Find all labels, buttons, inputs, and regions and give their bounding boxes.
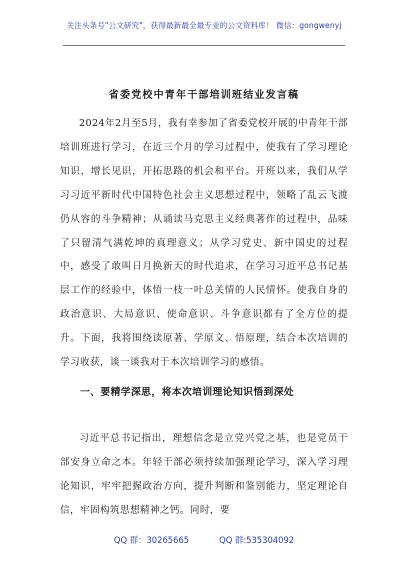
footer-qq-group-2: QQ 群:535304092 [219,535,295,545]
footer-qq-group-1: QQ 群：30265665 [113,535,190,545]
section-heading: 一、要精学深思，将本次培训理论知识悟到深处 [80,387,295,398]
body-paragraph [60,427,348,523]
header-banner: 关注头条号"公文研究"，获得最新最全最专业的公文资料库！ 微信：gongwenyj [66,21,342,30]
document-title: 省委党校中青年干部培训班结业发言稿 [108,90,300,101]
footer [0,534,408,546]
paragraph-text: 2024年2月至5月，我有幸参加了省委党校开展的中青年干部培训班进行学习，在近三个月的学习过程中，使我有了学习理论知识，增长见识，开拓思路的机会和平台。开班以来，我们从学习习近平新时代中国特色社会主义思想过程中，领略了乱云飞渡仍从容的斗争精神；从诵读马克思主义经典著作的过程中，品味了只留清气满乾坤的真理意义；从学习党史、新中国史的过程中，感受了敢叫日月换新天的时代追求，在学习习近平总书记基层工作的经验中，体悟一枝一叶总关情的人民情怀。使我自身的政治意识、大局意识、使命意识、斗争意识都有了全方位的提升。下面，我将围绕读原著、学原文、悟原理，结合本次培训的学习收获，谈一谈我对于本次培训学习的感悟。 [60,118,348,369]
paragraph-text: 习近平总书记指出，理想信念是立党兴党之基，也是党员干部安身立命之本。年轻干部必须持续加强理论学习，深入学习理论知识，牢牢把握政治方向，提升判断和鉴别能力，坚定理论自信，牢固构筑思想精神之钙。同时，要 [60,433,348,516]
header-divider [63,45,345,46]
body-paragraph [60,112,348,375]
